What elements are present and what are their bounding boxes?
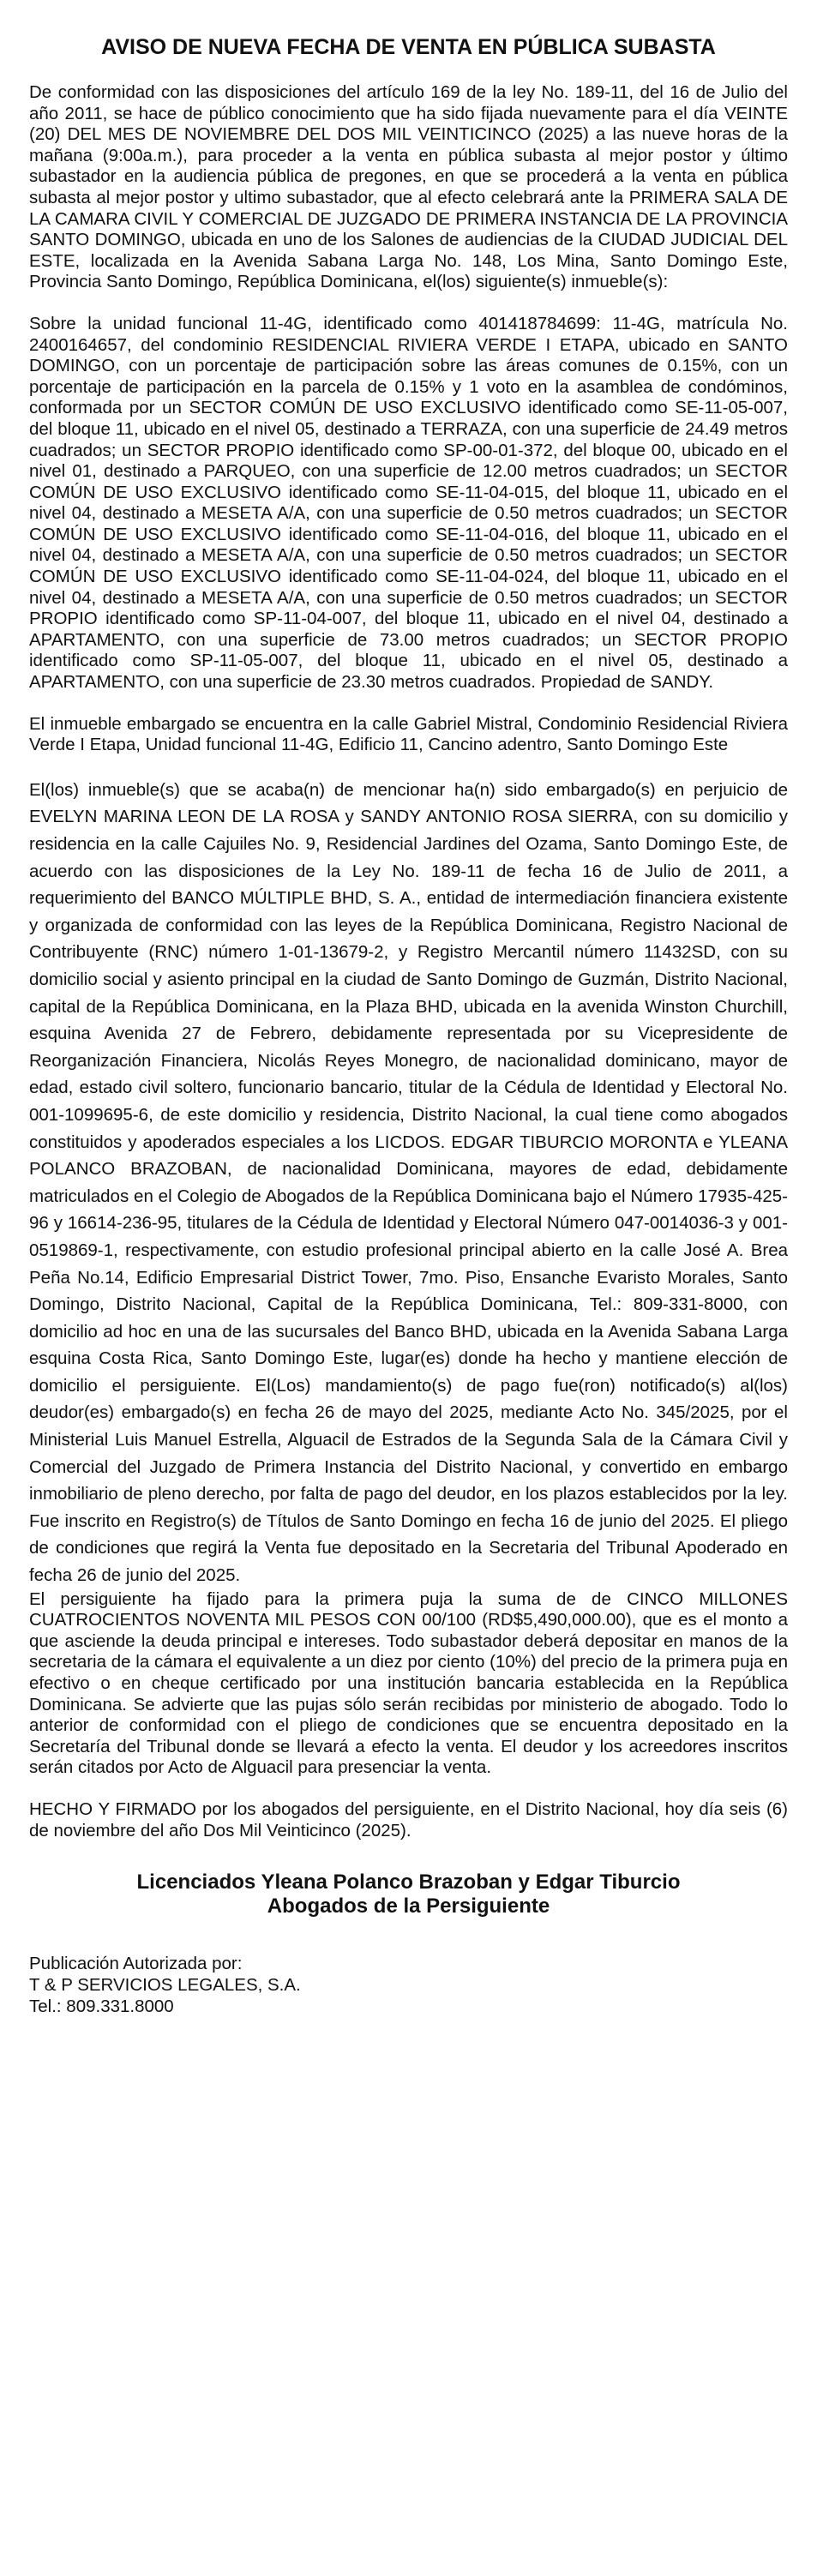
paragraph-property-description: Sobre la unidad funcional 11-4G, identificado como 401418784699: 11-4G, matrícula No. 2400164657, del condominio RESIDENCIAL RIVIERA VERDE I ETAPA, ubicado en SANTO DOMINGO, con un porcentaje de participación sobre las áreas comunes de 0.15%, con un porcentaje de participación en la parcela de 0.15% y 1 voto en la asamblea de condóminos, conformada por un SECTOR COMÚN DE USO EXCLUSIVO identificado como SE-11-05-007, del bloque 11, ubicado en el nivel 05, destinado a TERRAZA, con una superficie de 24.49 metros cuadrados; un SECTOR PROPIO identificado como SP-00-01-372, del bloque 00, ubicado en el nivel 01, destinado a PARQUEO, con una superficie de 12.00 metros cuadrados; un SECTOR COMÚN DE USO EXCLUSIVO identificado como SE-11-04-015, del bloque 11, ubicado en el nivel 04, destinado a MESETA A/A, con una superficie de 0.50 metros cuadrados; un SECTOR COMÚN DE USO EXCLUSIVO identificado como SE-11-04-016, del bloque 11, ubicado en el nivel 04, destinado a MESETA A/A, con una superficie de 0.50 metros cuadrados; un SECTOR COMÚN DE USO EXCLUSIVO identificado como SE-11-04-024, del bloque 11, ubicado en el nivel 04, destinado a MESETA A/A, con una superficie de 0.50 metros cuadrados; un SECTOR PROPIO identificado como SP-11-04-007, del bloque 11, ubicado en el nivel 04, destinado a APARTAMENTO, con una superficie de 73.00 metros cuadrados; un SECTOR PROPIO identificado como SP-11-05-007, del bloque 11, ubicado en el nivel 05, destinado a APARTAMENTO, con una superficie de 23.30 metros cuadrados. Propiedad de SANDY. [29,313,788,693]
paragraph-bid-conditions: El persiguiente ha fijado para la primera puja la suma de de CINCO MILLONES CUATROCIENTOS NOVENTA MIL PESOS CON 00/100 (RD$5,490,000.00), que es el monto a que asciende la deuda principal e intereses. Todo subastador deberá depositar en manos de la secretaria de la cámara el equivalente a un diez por ciento (10%) del precio de la primera puja en efectivo o en cheque certificado por una institución bancaria establecida en la República Dominicana. Se advierte que las pujas sólo serán recibidas por ministerio de abogado. Todo lo anterior de conformidad con el pliego de condiciones que se encuentra depositado en la Secretaría del Tribunal donde se llevará a efecto la venta. El deudor y los acreedores inscritos serán citados por Acto de Alguacil para presenciar la venta. [29,1588,788,1778]
publication-company: T & P SERVICIOS LEGALES, S.A. [29,1975,301,1996]
publication-credit [29,1953,788,2017]
paragraph-signed: HECHO Y FIRMADO por los abogados del persiguiente, en el Distrito Nacional, hoy día seis (6) de noviembre del año Dos Mil Veinticinco (2025). [29,1798,788,1840]
publication-label: Publicación Autorizada por: [29,1954,243,1974]
paragraph-auction-date: De conformidad con las disposiciones del artículo 169 de la ley No. 189-11, del 16 de Julio del año 2011, se hace de público conocimiento que ha sido fijada nuevamente para el día VEINTE (20) DEL MES DE NOVIEMBRE DEL DOS MIL VEINTICINCO (2025) a las nueve horas de la mañana (9:00a.m.), para proceder a la venta en pública subasta al mejor postor y último subastador en la audiencia pública de pregones, en que se procederá a la venta en pública subasta al mejor postor y ultimo subastador, que al efecto celebrará ante la PRIMERA SALA DE LA CAMARA CIVIL Y COMERCIAL DE JUZGADO DE PRIMERA INSTANCIA DE LA PROVINCIA SANTO DOMINGO, ubicada en uno de los Salones de audiencias de la CIUDAD JUDICIAL DEL ESTE, localizada en la Avenida Sabana Larga No. 148, Los Mina, Santo Domingo Este, Provincia Santo Domingo, República Dominicana, el(los) siguiente(s) inmueble(s): [29,82,788,292]
notice-title: AVISO DE NUEVA FECHA DE VENTA EN PÚBLICA SUBASTA [101,35,716,59]
paragraph-property-location: El inmueble embargado se encuentra en la calle Gabriel Mistral, Condominio Residencial Riviera Verde I Etapa, Unidad funcional 11-4G, Edificio 11, Cancino adentro, Santo Domingo Este [29,713,788,755]
publication-phone: Tel.: 809.331.8000 [29,1997,174,2017]
signature-block [29,1870,788,1918]
paragraph-seizure-details: El(los) inmueble(s) que se acaba(n) de mencionar ha(n) sido embargado(s) en perjuicio de EVELYN MARINA LEON DE LA ROSA y SANDY ANTONIO ROSA SIERRA, con su domicilio y residencia en la calle Cajuiles No. 9, Residencial Jardines del Ozama, Santo Domingo Este, de acuerdo con las disposiciones de la Ley No. 189-11 de fecha 16 de Julio de 2011, a requerimiento del BANCO MÚLTIPLE BHD, S. A., entidad de intermediación financiera existente y organizada de conformidad con las leyes de la República Dominicana, Registro Nacional de Contribuyente (RNC) número 1-01-13679-2, y Registro Mercantil número 11432SD, con su domicilio social y asiento principal en la ciudad de Santo Domingo de Guzmán, Distrito Nacional, capital de la República Dominicana, en la Plaza BHD, ubicada en la avenida Winston Churchill, esquina Avenida 27 de Febrero, debidamente representada por su Vicepresidente de Reorganización Financiera, Nicolás Reyes Monegro, de nacionalidad dominicano, mayor de edad, estado civil soltero, funcionario bancario, titular de la Cédula de Identidad y Electoral No. 001-1099695-6, de este domicilio y residencia, Distrito Nacional, la cual tiene como abogados constituidos y apoderados especiales a los LICDOS. EDGAR TIBURCIO MORONTA e YLEANA POLANCO BRAZOBAN, de nacionalidad Dominicana, mayores de edad, debidamente matriculados en el Colegio de Abogados de la República Dominicana bajo el Número 17935-425-96 y 16614-236-95, titulares de la Cédula de Identidad y Electoral Número 047-0014036-3 y 001-0519869-1, respectivamente, con estudio profesional principal abierto en la calle José A. Brea Peña No.14, Edificio Empresarial District Tower, 7mo. Piso, Ensanche Evaristo Morales, Santo Domingo, Distrito Nacional, Capital de la República Dominicana, Tel.: 809-331-8000, con domicilio ad hoc en una de las sucursales del Banco BHD, ubicada en la Avenida Sabana Larga esquina Costa Rica, Santo Domingo Este, lugar(es) donde ha hecho y mantiene elección de domicilio el persiguiente. El(Los) mandamiento(s) de pago fue(ron) notificado(s) al(los) deudor(es) embargado(s) en fecha 26 de mayo del 2025, mediante Acto No. 345/2025, por el Ministerial Luis Manuel Estrella, Alguacil de Estrados de la Segunda Sala de la Cámara Civil y Comercial del Juzgado de Primera Instancia del Distrito Nacional, y convertido en embargo inmobiliario de pleno derecho, por falta de pago del deudor, en los plazos establecidos por la ley. Fue inscrito en Registro(s) de Títulos de Santo Domingo en fecha 16 de junio del 2025. El pliego de condiciones que regirá la Venta fue depositado en la Secretaria del Tribunal Apoderado en fecha 26 de junio del 2025. [29,779,788,1586]
signature-role: Abogados de la Persiguiente [267,1894,550,1918]
signature-lawyers: Licenciados Yleana Polanco Brazoban y Edgar Tiburcio [136,1870,681,1894]
